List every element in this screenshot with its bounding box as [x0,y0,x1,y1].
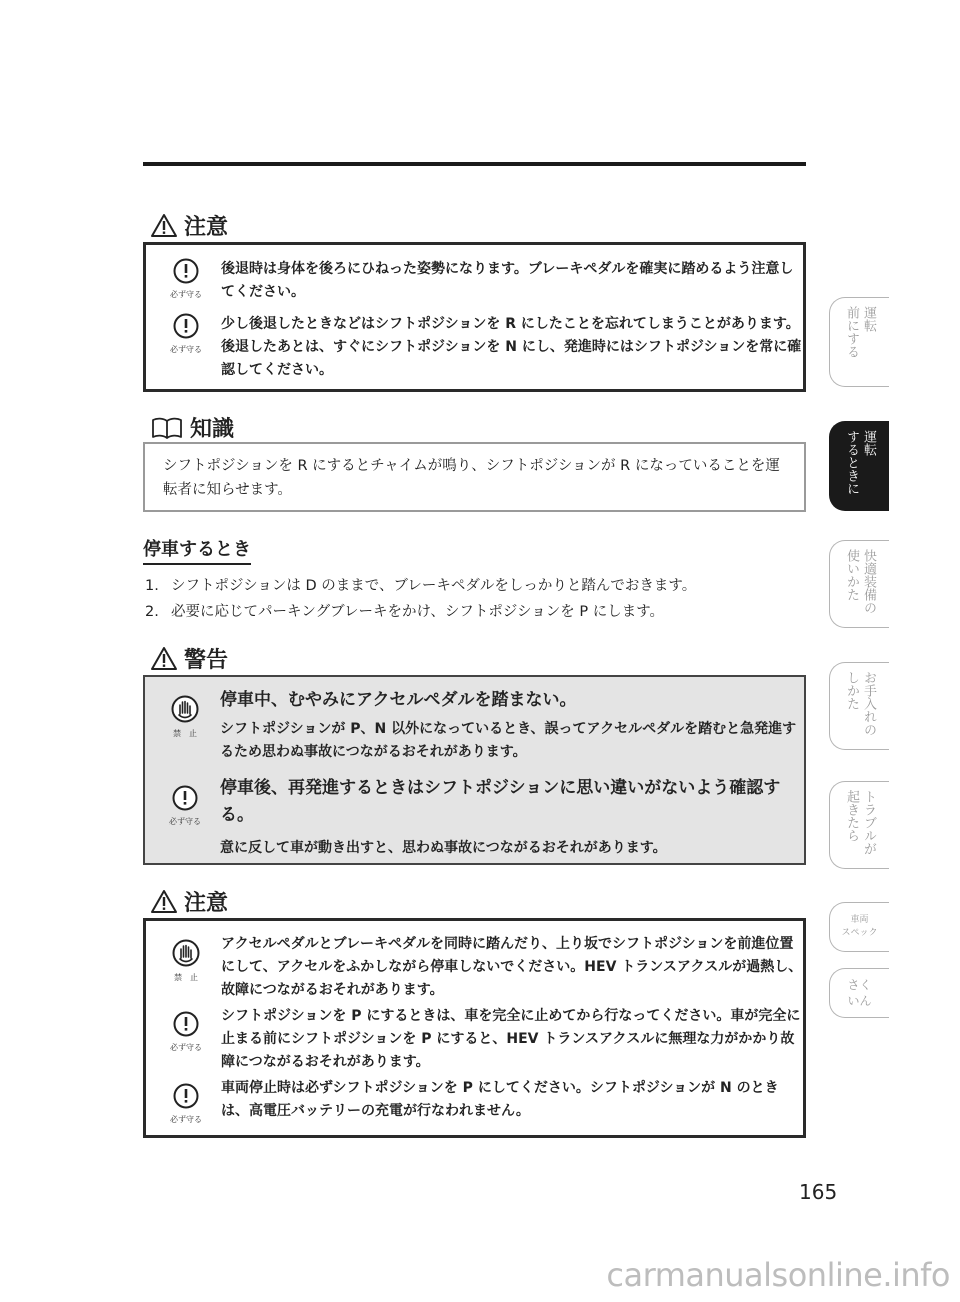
step-number: 1. [145,578,159,594]
mandatory-symbol [163,1083,209,1125]
warning-triangle-icon [150,213,178,238]
tab-index[interactable] [829,968,889,1018]
caution-text: アクセルペダルとブレーキペダルを同時に踏んだり、上り坂でシフトポジションを前進位置にして、アクセルをふかしながら停車しないでください。HEV トランスアクスルが過熱し、故障につながるおそれがあります。 [221,936,803,998]
warning-heading-text: 停車中、むやみにアクセルペダルを踏まない。 [220,690,577,710]
warning-heading [150,643,228,674]
page-number: 165 [799,1180,838,1204]
symbol-caption: 必ず守る [170,1115,202,1124]
symbol-caption: 必ず守る [170,345,202,354]
exclamation-circle-icon [172,785,198,811]
tab-label-col: 運転 [861,306,876,332]
prohibited-symbol [163,939,209,983]
symbol-caption: 必ず守る [170,290,202,299]
exclamation-circle-icon [173,1083,199,1109]
step-item [145,599,696,625]
tab-label-col: トラブルが [861,790,876,855]
caution-item [146,258,803,313]
caution-item [146,933,803,1005]
caution-box-1 [143,242,806,392]
warning-text: シフトポジションが P、N 以外になっているとき、誤ってアクセルペダルを踏むと急発進するため思わぬ事故につながるおそれがあります。 [220,721,797,760]
tab-label-col: 起きたら [844,790,859,842]
tab-label-col: 使いかた [844,549,859,601]
warning-triangle-icon [150,889,178,914]
step-item [145,573,696,599]
symbol-caption: 必ず守る [170,1043,202,1052]
caution-text: シフトポジションを P にするときは、車を完全に止めてから行なってください。車が完全に止まる前にシフトポジションを P にすると、HEV トランスアクスルに無理な力がかかり故障につながるおそれがあります。 [221,1008,801,1070]
step-text: シフトポジションは D のままで、ブレーキペダルをしっかりと踏んでおきます。 [171,578,697,594]
mandatory-symbol [163,1011,209,1053]
stop-hand-icon [172,939,200,967]
warning-item [145,775,804,860]
tab-label-line: 車両 [850,915,869,925]
mandatory-symbol [162,785,208,827]
caution-item [146,1005,803,1077]
exclamation-circle-icon [173,313,199,339]
step-number: 2. [145,604,159,620]
warning-box [143,675,806,865]
caution-item [146,1077,803,1123]
caution-text: 後退時は身体を後ろにひねった姿勢になります。ブレーキペダルを確実に踏めるよう注意してください。 [221,261,794,300]
tab-troubleshooting[interactable] [829,781,889,869]
caution-item [146,313,803,382]
tab-label-col: お手入れの [861,671,876,736]
stop-hand-icon [171,695,199,723]
tab-comfort-features[interactable] [829,540,889,628]
tab-label-col: 前にする [844,306,859,358]
tab-label-col: 快適装備の [861,549,876,614]
tab-vehicle-specs[interactable] [829,902,889,952]
top-rule [143,162,806,166]
tab-label-col: 運転 [861,430,876,456]
tab-when-driving[interactable] [829,421,889,511]
knowledge-heading [150,412,234,443]
warning-title: 警告 [184,648,229,673]
caution-text: 車両停止時は必ずシフトポジションを P にしてください。シフトポジションが N のときは、高電圧バッテリーの充電が行なわれません。 [221,1080,779,1119]
tab-label-col: しかた [844,671,859,710]
caution-heading-1 [150,210,228,241]
knowledge-text: シフトポジションを R にするとチャイムが鳴り、シフトポジションが R になっていることを運転者に知らせます。 [163,458,780,498]
tab-label-line: スペック [841,928,878,938]
prohibited-symbol [162,695,208,739]
symbol-caption: 禁 止 [174,973,198,982]
open-book-icon [150,416,184,440]
knowledge-box [143,442,806,512]
tab-maintenance[interactable] [829,662,889,750]
watermark: carmanualsonline.info [606,1256,950,1294]
section-title: 停車するとき [143,538,251,565]
tab-label-line: さく [847,978,872,992]
symbol-caption: 必ず守る [169,817,201,826]
caution-box-2 [143,918,806,1138]
caution-title: 注意 [184,891,229,916]
caution-title: 注意 [184,215,229,240]
tab-label-line: いん [847,994,872,1008]
step-list [145,573,696,625]
tab-before-driving[interactable] [829,297,889,387]
caution-heading-2 [150,886,228,917]
symbol-caption: 禁 止 [173,729,197,738]
warning-text: 意に反して車が動き出すと、思わぬ事故につながるおそれがあります。 [220,840,667,856]
mandatory-symbol [163,313,209,355]
exclamation-circle-icon [173,1011,199,1037]
warning-heading-text: 停車後、再発進するときはシフトポジションに思い違いがないよう確認する。 [220,778,781,825]
mandatory-symbol [163,258,209,300]
warning-triangle-icon [150,646,178,671]
caution-text: 少し後退したときなどはシフトポジションを R にしたことを忘れてしまうことがあります。後退したあとは、すぐにシフトポジションを N にし、発進時にはシフトポジションを常に確認してください。 [221,316,802,378]
step-text: 必要に応じてパーキングブレーキをかけ、シフトポジションを P にします。 [171,604,665,620]
exclamation-circle-icon [173,258,199,284]
tab-label-col: するときに [844,430,859,495]
warning-item [145,687,804,775]
knowledge-title: 知識 [190,417,235,442]
